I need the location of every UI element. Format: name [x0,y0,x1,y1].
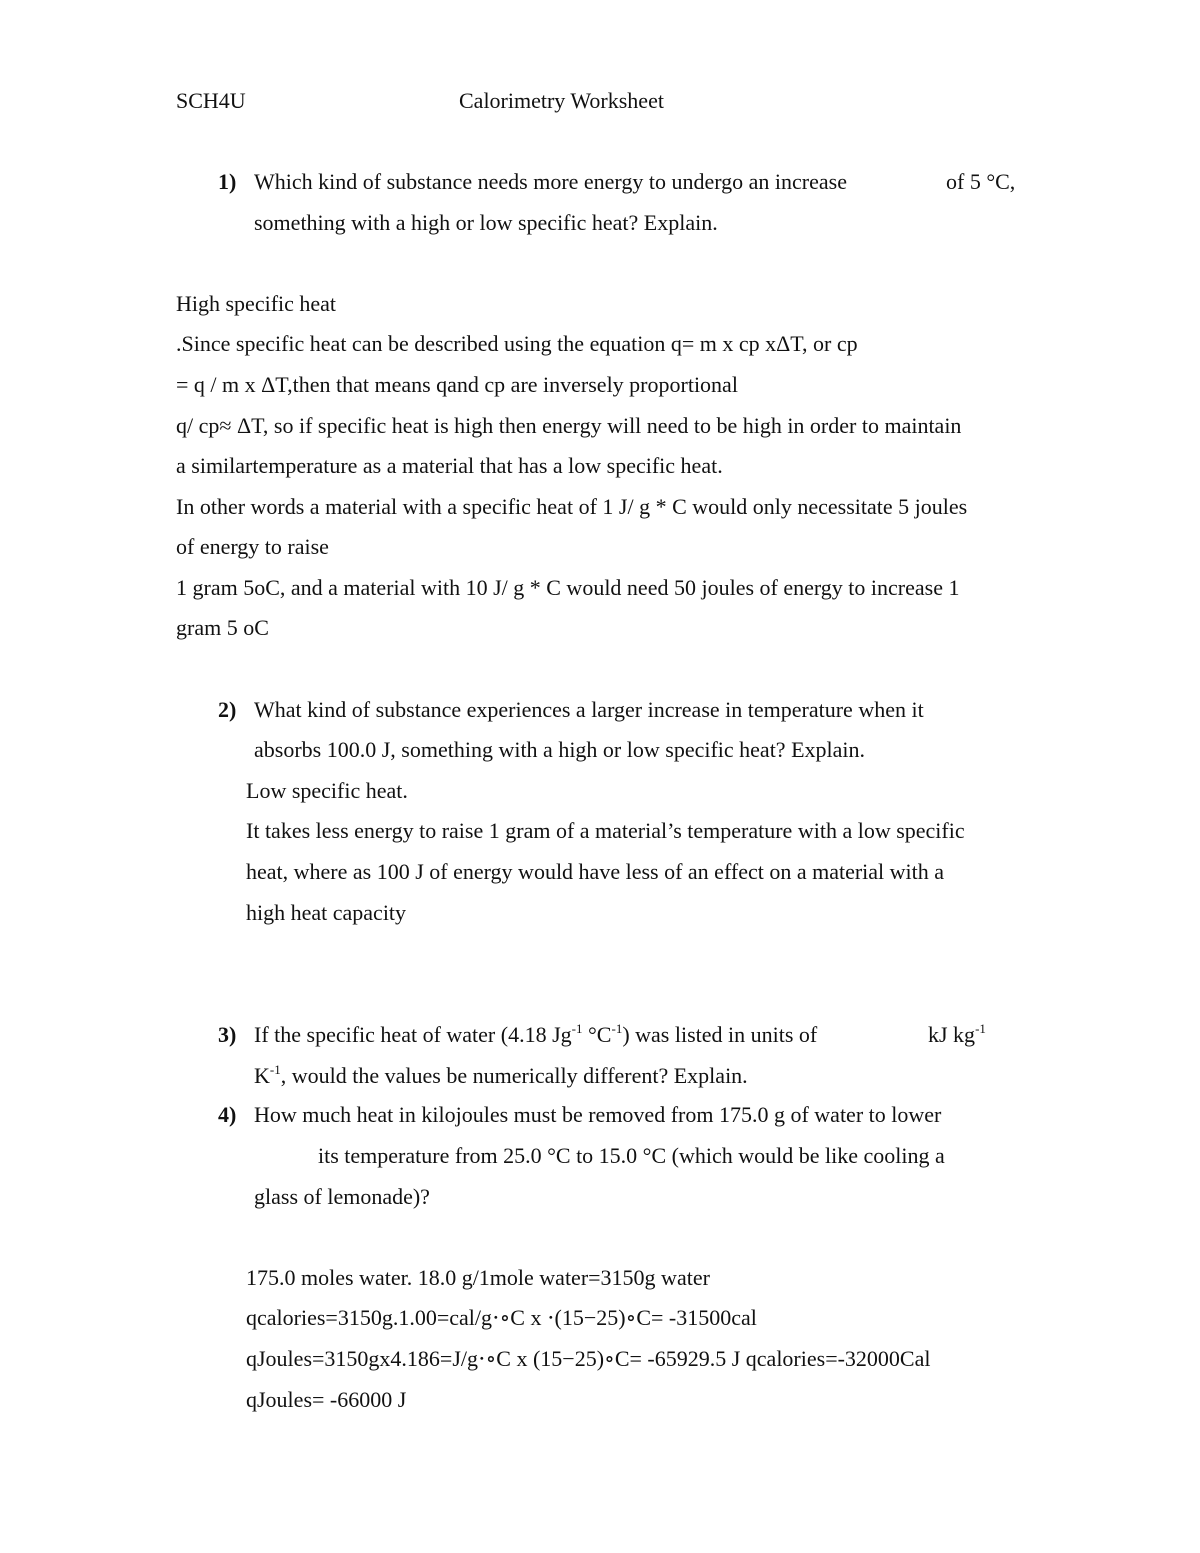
answer-4-line: 175.0 moles water. 18.0 g/1mole water=3150g water [246,1265,710,1290]
course-code: SCH4U [176,88,246,113]
answer-1-line: a similartemperature as a material that has a low specific heat. [176,453,723,478]
question-4-text-line2: its temperature from 25.0 °C to 15.0 °C (which would be like cooling a [318,1143,945,1168]
question-4-number: 4) [218,1102,237,1127]
answer-1-line: In other words a material with a specific heat of 1 J/ g * C would only necessitate 5 joules [176,494,968,519]
question-2-text-line2: absorbs 100.0 J, something with a high or low specific heat? Explain. [254,737,865,762]
question-1-text-line1-end: of 5 °C, [946,169,1016,194]
answer-4-line: qJoules=3150gx4.186=J/g⋅∘C x (15−25)∘C= -65929.5 J qcalories=-32000Cal [246,1346,931,1371]
question-1-text-line2: something with a high or low specific heat? Explain. [254,210,718,235]
answer-2-line: Low specific heat. [246,778,408,803]
answer-1-line: gram 5 oC [176,615,269,640]
question-1-number: 1) [218,169,237,194]
question-1-text-line1: Which kind of substance needs more energy to undergo an increase [254,169,847,194]
question-2-text-line1: What kind of substance experiences a larger increase in temperature when it [254,697,924,722]
question-4-text-line1: How much heat in kilojoules must be removed from 175.0 g of water to lower [254,1102,942,1127]
question-3-text-line1: If the specific heat of water (4.18 $Jg^{-1}$ $^\circ C^{-1}$) was listed in units of [254,1021,818,1047]
answer-4-line: qcalories=3150g.1.00=cal/g⋅∘C x ⋅(15−25)∘C= -31500cal [246,1305,757,1330]
answer-1-line: q/ cp≈ ΔT, so if specific heat is high then energy will need to be high in order to maintain [176,413,962,438]
page-title: Calorimetry Worksheet [459,88,664,113]
question-4-text-line3: glass of lemonade)? [254,1184,430,1209]
answer-4-line: qJoules= -66000 J [246,1387,407,1412]
question-3-unit: kJ $kg^{-1}$ [928,1021,986,1047]
answer-1-line: .Since specific heat can be described using the equation q= m x cp xΔT, or cp [176,331,858,356]
question-3-text-line2: $K^{-1}$, would the values be numerically different? Explain. [254,1062,748,1088]
answer-1-line: 1 gram 5oC, and a material with 10 J/ g * C would need 50 joules of energy to increase 1 [176,575,960,600]
question-2-number: 2) [218,697,237,722]
answer-1-line: = q / m x ΔT,then that means qand cp are inversely proportional [176,372,738,397]
answer-2-line: high heat capacity [246,900,407,925]
answer-1-line: High specific heat [176,291,337,316]
answer-2-line: heat, where as 100 J of energy would have less of an effect on a material with a [246,859,945,884]
question-3-number: 3) [218,1022,237,1047]
answer-1-line: of energy to raise [176,534,329,559]
answer-2-line: It takes less energy to raise 1 gram of a material’s temperature with a low specific [246,818,965,843]
